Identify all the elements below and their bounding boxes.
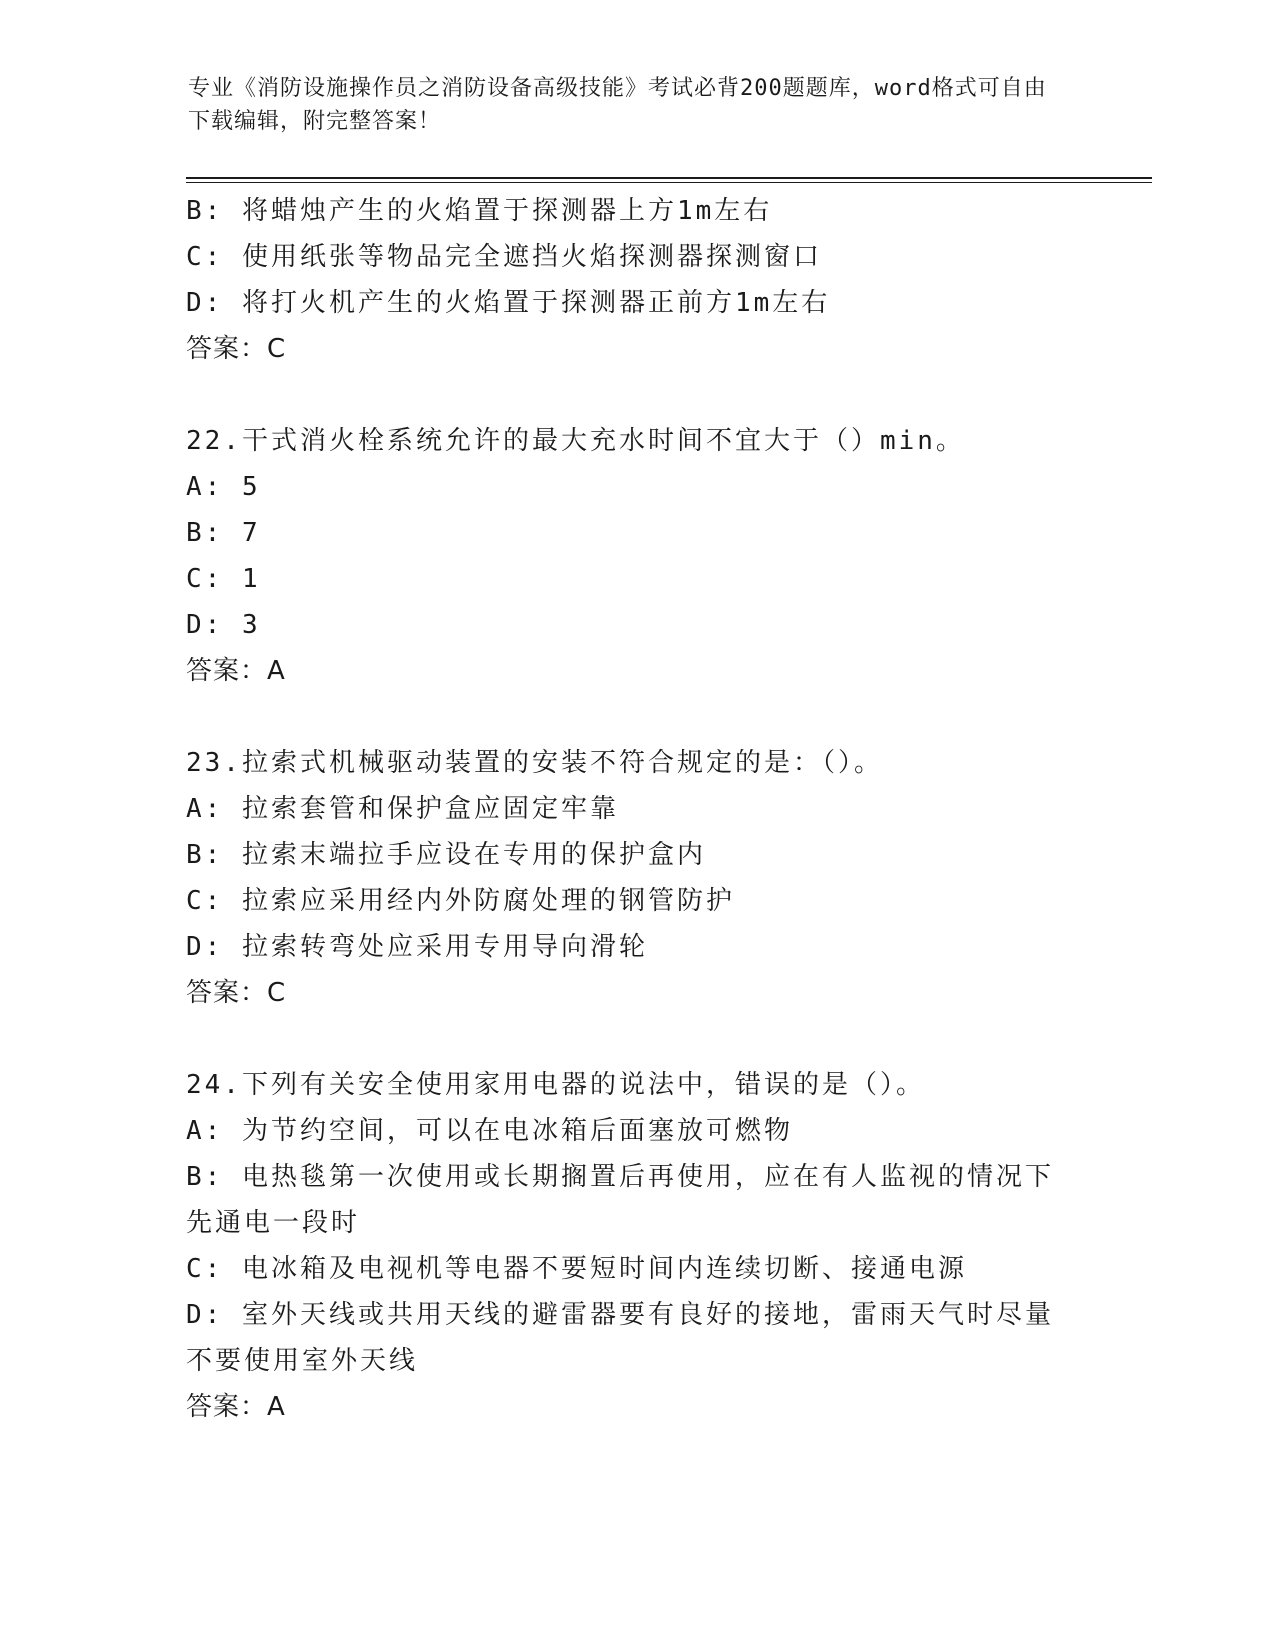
q23-option-a: A: 拉索套管和保护盒应固定牢靠: [186, 794, 619, 824]
q23-answer: 答案：C: [186, 978, 287, 1008]
q23-question: 23.拉索式机械驱动装置的安装不符合规定的是：（）。: [186, 748, 883, 778]
q24-option-a: A: 为节约空间，可以在电冰箱后面塞放可燃物: [186, 1116, 793, 1146]
spacer: [186, 372, 1086, 418]
q21-option-c: C: 使用纸张等物品完全遮挡火焰探测器探测窗口: [186, 242, 822, 272]
header-rule-thick: [186, 177, 1152, 179]
q21-option-d: D: 将打火机产生的火焰置于探测器正前方1m左右: [186, 288, 831, 318]
q23-option-b: B: 拉索末端拉手应设在专用的保护盒内: [186, 840, 706, 870]
q21-option-b: B: 将蜡烛产生的火焰置于探测器上方1m左右: [186, 196, 773, 226]
q24-answer: 答案：A: [186, 1392, 286, 1422]
q22-option-c: C: 1: [186, 564, 261, 594]
header-rule-thin: [186, 182, 1152, 183]
q23-option-c: C: 拉索应采用经内外防腐处理的钢管防护: [186, 886, 735, 916]
q24-option-c: C: 电冰箱及电视机等电器不要短时间内连续切断、接通电源: [186, 1254, 967, 1284]
q24-question: 24.下列有关安全使用家用电器的说法中，错误的是（）。: [186, 1070, 925, 1100]
q21-answer: 答案：C: [186, 334, 287, 364]
q22-option-b: B: 7: [186, 518, 261, 548]
spacer: [186, 1016, 1086, 1062]
question-list: [186, 188, 1086, 1430]
q24-option-d: D: 室外天线或共用天线的避雷器要有良好的接地，雷雨天气时尽量不要使用室外天线: [186, 1300, 1054, 1376]
q23-option-d: D: 拉索转弯处应采用专用导向滑轮: [186, 932, 648, 962]
document-header: 专业《消防设施操作员之消防设备高级技能》考试必背200题题库，word格式可自由下载编辑，附完整答案！: [188, 76, 1047, 134]
spacer: [186, 694, 1086, 740]
q24-option-b: B: 电热毯第一次使用或长期搁置后再使用，应在有人监视的情况下先通电一段时: [186, 1162, 1054, 1238]
q22-option-a: A: 5: [186, 472, 261, 502]
q22-option-d: D: 3: [186, 610, 261, 640]
q22-question: 22.干式消火栓系统允许的最大充水时间不宜大于（）min。: [186, 426, 965, 456]
q22-answer: 答案：A: [186, 656, 286, 686]
